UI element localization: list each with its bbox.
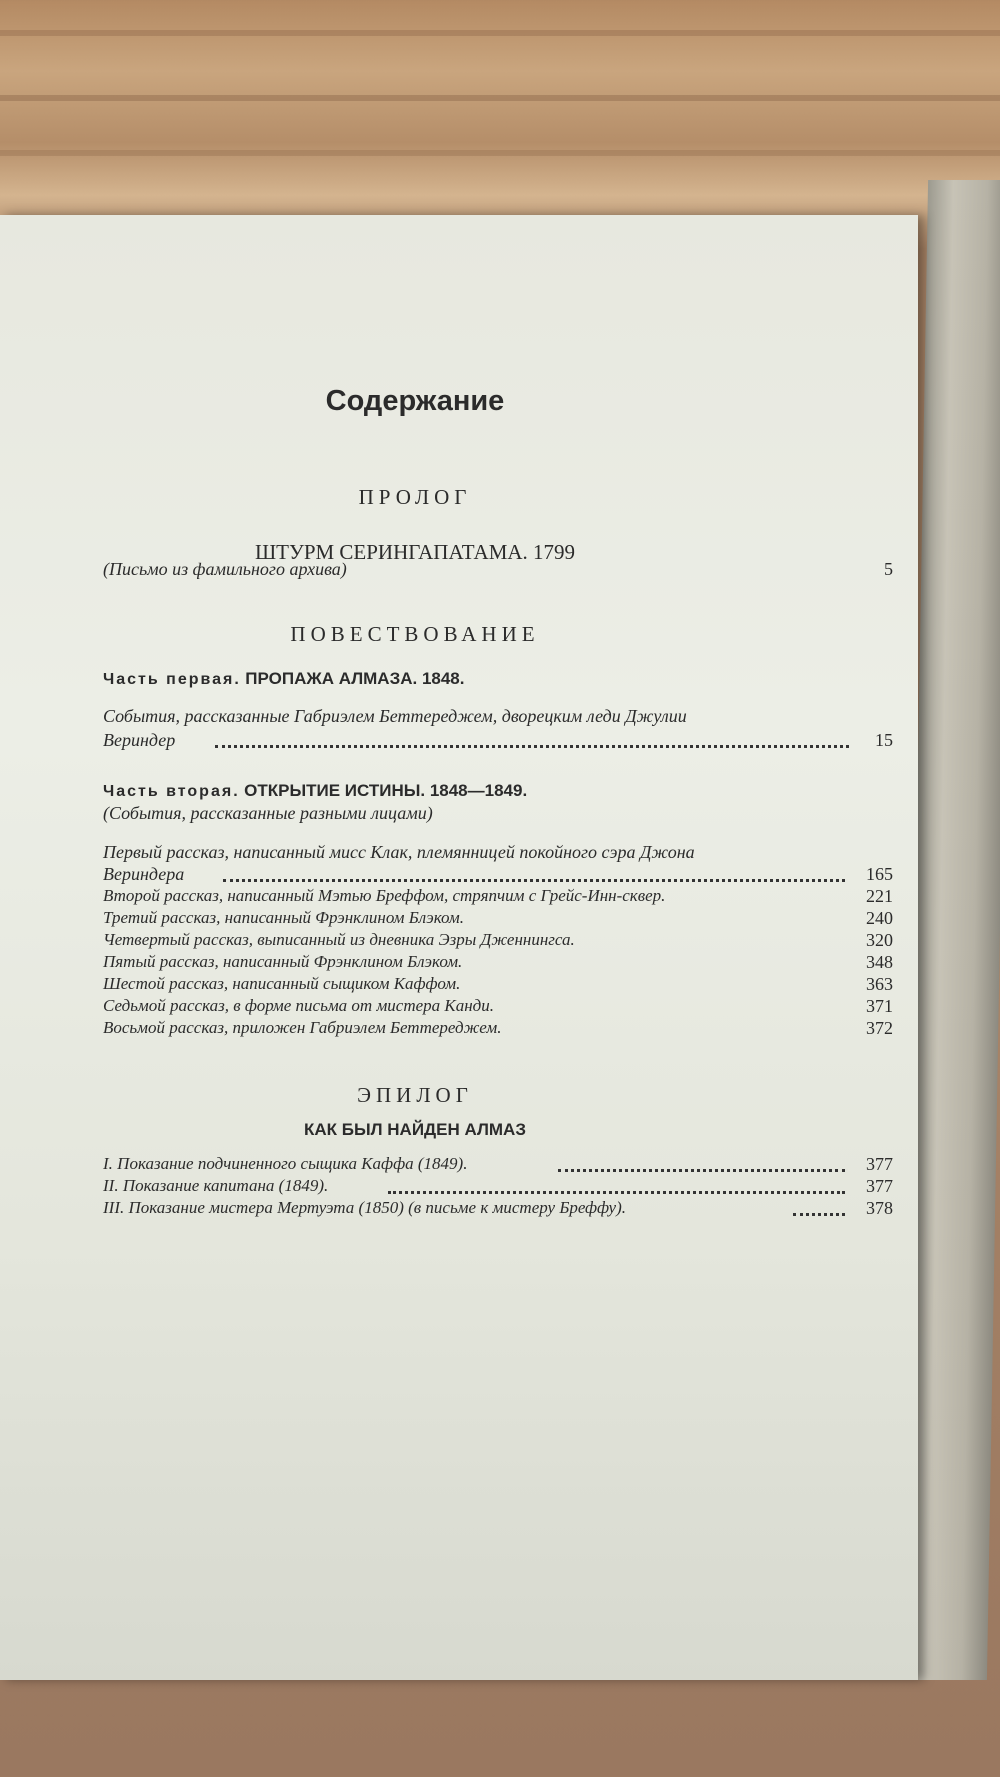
leader-dots	[558, 1169, 845, 1172]
toc-entry[interactable]	[103, 995, 893, 1017]
entry-text: Пятый рассказ, написанный Фрэнклином Блэком.	[103, 952, 463, 971]
entry-text: I. Показание подчиненного сыщика Каффа (1849).	[103, 1154, 468, 1173]
entry-page: 371	[866, 996, 893, 1016]
entry-page: 320	[866, 930, 893, 950]
page-title: Содержание	[325, 385, 505, 417]
toc-entry[interactable]	[103, 1153, 893, 1175]
toc-entry[interactable]	[103, 929, 893, 951]
part2-heading	[103, 780, 527, 801]
entry-text-line2: Вериндера	[103, 864, 185, 884]
part2-subtitle: (События, рассказанные разными лицами)	[103, 803, 433, 823]
leader-dots	[793, 1213, 845, 1216]
entry-text: II. Показание капитана (1849).	[103, 1176, 329, 1195]
entry-page: 221	[866, 886, 893, 906]
epilogue-label: ЭПИЛОГ	[357, 1083, 473, 1107]
entry-page: 377	[866, 1154, 893, 1174]
epilogue-heading: КАК БЫЛ НАЙДЕН АЛМАЗ	[304, 1120, 526, 1139]
part2-title: ОТКРЫТИЕ ИСТИНЫ. 1848—1849.	[244, 781, 528, 800]
entry-text-line1: События, рассказанные Габриэлем Беттереджем, дворецким леди Джулии	[103, 706, 687, 726]
entry-text: Третий рассказ, написанный Фрэнклином Блэком.	[103, 908, 464, 927]
entry-text: III. Показание мистера Мертуэта (1850) (в письме к мистеру Бреффу).	[103, 1198, 626, 1217]
wood-grain	[0, 95, 1000, 101]
wood-grain	[0, 30, 1000, 36]
leader-dots	[388, 1191, 845, 1194]
prologue-heading: ШТУРМ СЕРИНГАПАТАМА. 1799	[254, 540, 576, 564]
entry-text: Шестой рассказ, написанный сыщиком Каффом.	[103, 974, 461, 993]
entry-page: 15	[875, 730, 893, 750]
entry-text: Седьмой рассказ, в форме письма от мистера Канди.	[103, 996, 494, 1015]
toc-entry[interactable]	[103, 907, 893, 929]
entry-text-line1: Первый рассказ, написанный мисс Клак, племянницей покойного сэра Джона	[103, 842, 695, 862]
entry-text: Четвертый рассказ, выписанный из дневника Эзры Дженнингса.	[103, 930, 575, 949]
narrative-label: ПОВЕСТВОВАНИЕ	[290, 622, 540, 646]
leader-dots	[215, 745, 849, 748]
toc-entry-part1[interactable]	[103, 705, 893, 751]
toc-entry[interactable]	[103, 841, 893, 885]
leader-dots	[223, 879, 845, 882]
entry-page: 363	[866, 974, 893, 994]
part1-prefix: Часть первая.	[103, 671, 241, 688]
entry-page: 372	[866, 1018, 893, 1038]
entry-text-line2: Вериндер	[103, 730, 176, 750]
entry-page: 377	[866, 1176, 893, 1196]
entry-page: 165	[866, 864, 893, 884]
toc-entry[interactable]	[103, 973, 893, 995]
entry-text: (Письмо из фамильного архива)	[103, 559, 347, 579]
toc-entry-prologue[interactable]	[103, 558, 893, 580]
entry-page: 240	[866, 908, 893, 928]
part1-title: ПРОПАЖА АЛМАЗА. 1848.	[245, 669, 465, 688]
part2-prefix: Часть вторая.	[103, 783, 240, 800]
entry-page: 378	[866, 1198, 893, 1218]
toc-entry[interactable]	[103, 1017, 893, 1039]
part1-heading	[103, 668, 464, 689]
entry-text: Второй рассказ, написанный Мэтью Бреффом, стряпчим с Грейс-Инн-сквер.	[103, 886, 666, 905]
toc-entry[interactable]	[103, 1175, 893, 1197]
toc-entry[interactable]	[103, 885, 893, 907]
entry-page: 5	[884, 559, 893, 579]
wood-grain	[0, 150, 1000, 156]
prologue-label: ПРОЛОГ	[358, 485, 472, 509]
toc-entry[interactable]	[103, 1197, 893, 1219]
book-page	[0, 215, 918, 1680]
entry-page: 348	[866, 952, 893, 972]
entry-text: Восьмой рассказ, приложен Габриэлем Беттереджем.	[103, 1018, 502, 1037]
toc-entry[interactable]	[103, 951, 893, 973]
